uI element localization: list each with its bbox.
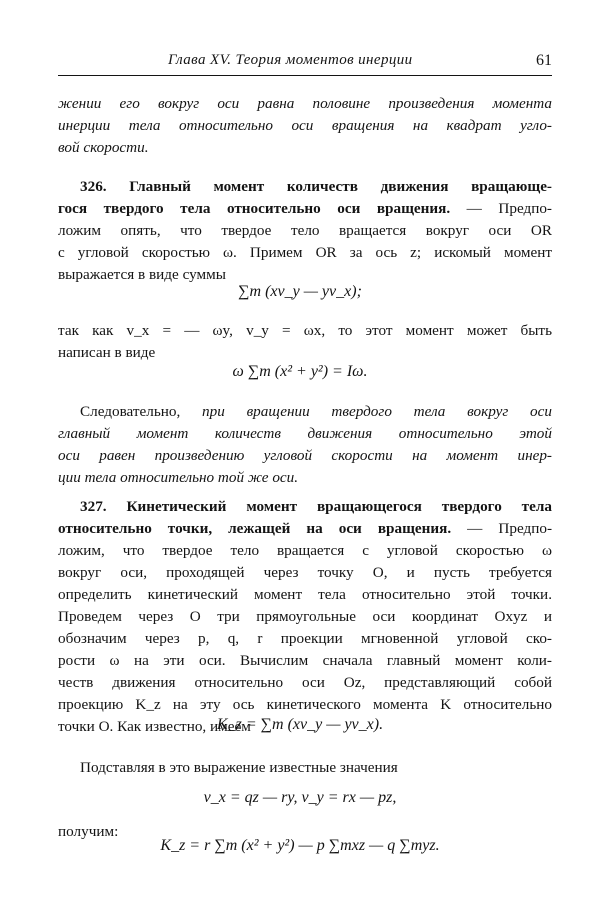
intro-line: вой скорости. (58, 139, 149, 156)
formula-kz: K_z = ∑m (xv_y — yv_x). (216, 716, 384, 733)
result-label-line: получим: (58, 823, 119, 840)
section-327-line: проекцию K_z на эту ось кинетического момента K относительно (58, 696, 552, 713)
formula-sum-moment: ∑m (xv_y — yv_x); (238, 283, 362, 300)
conclusion-line: главный момент количеств движения относительно этой (58, 425, 552, 442)
formula-i-omega: ω ∑m (x² + y²) = Iω. (232, 363, 368, 380)
section-326-paragraph (58, 176, 552, 286)
section-327-line-2 (58, 518, 552, 540)
section-326-heading-line-2: гося твердого тела относительно оси вращения. (58, 200, 451, 217)
intro-paragraph (58, 93, 552, 159)
section-327-line: рости ω на эти оси. Вычислим сначала главный момент коли- (58, 652, 552, 669)
section-326-line: так как v_x = — ωy, v_y = ωx, то этот момент может быть (58, 322, 552, 339)
conclusion-line: ции тела относительно той же оси. (58, 469, 299, 486)
conclusion-text: при вращении твердого тела вокруг оси (202, 403, 552, 420)
substitution-line: Подставляя в это выражение известные значения (80, 759, 398, 776)
section-327-line: вокруг оси, проходящей через точку O, и пусть требуется (58, 564, 552, 581)
section-327-line-2-rest: — Предпо- (451, 520, 552, 537)
section-327-substitution (58, 757, 552, 779)
chapter-title: Глава XV. Теория моментов инерции (168, 52, 413, 68)
section-327-line: ложим, что твердое тело вращается с угловой скоростью ω (58, 542, 552, 559)
section-327-line: определить кинетический момент тела относительно этой точки. (58, 586, 552, 603)
formula-kz-expanded: K_z = r ∑m (x² + y²) — p ∑mxz — q ∑myz. (160, 837, 440, 854)
section-327-heading-line-1: 327. Кинетический момент вращающегося твердого тела (80, 498, 552, 515)
intro-line: жении его вокруг оси равна половине произведения момента (58, 95, 552, 112)
section-326-line-2-rest: — Предпо- (450, 200, 552, 217)
section-327-line: Проведем через O три прямоугольные оси координат Oxyz и (58, 608, 552, 625)
header-rule (58, 75, 552, 76)
conclusion-line-1 (58, 401, 552, 423)
section-326-line: ложим опять, что твердое тело вращается вокруг оси OR (58, 222, 552, 239)
section-326-line: выражается в виде суммы (58, 266, 226, 283)
section-326-heading-line-1: 326. Главный момент количеств движения вращающе- (80, 178, 552, 195)
formula-velocities: v_x = qz — ry, v_y = rx — pz, (203, 789, 397, 806)
conclusion-prefix: Следовательно, (80, 403, 203, 420)
section-326-line: с угловой скоростью ω. Примем OR за ось z; искомый момент (58, 244, 552, 261)
section-326-line-2 (58, 198, 552, 220)
section-327-paragraph (58, 496, 552, 738)
running-header (58, 52, 552, 76)
section-326-conclusion (58, 401, 552, 489)
section-327-heading-line-2: относительно точки, лежащей на оси вращения. (58, 520, 452, 537)
page-number: 61 (536, 52, 552, 69)
section-326-line: написан в виде (58, 344, 156, 361)
conclusion-line: оси равен произведению угловой скорости на момент инер- (58, 447, 552, 464)
section-327-line: точки O. Как известно, имеем (58, 718, 251, 735)
intro-line: инерции тела относительно оси вращения на квадрат угло- (58, 117, 552, 134)
section-327-line: честв движения относительно оси Oz, представляющий собой (58, 674, 552, 691)
section-326-continuation (58, 320, 552, 364)
section-327-line: обозначим через p, q, r проекции мгновенной угловой ско- (58, 630, 552, 647)
